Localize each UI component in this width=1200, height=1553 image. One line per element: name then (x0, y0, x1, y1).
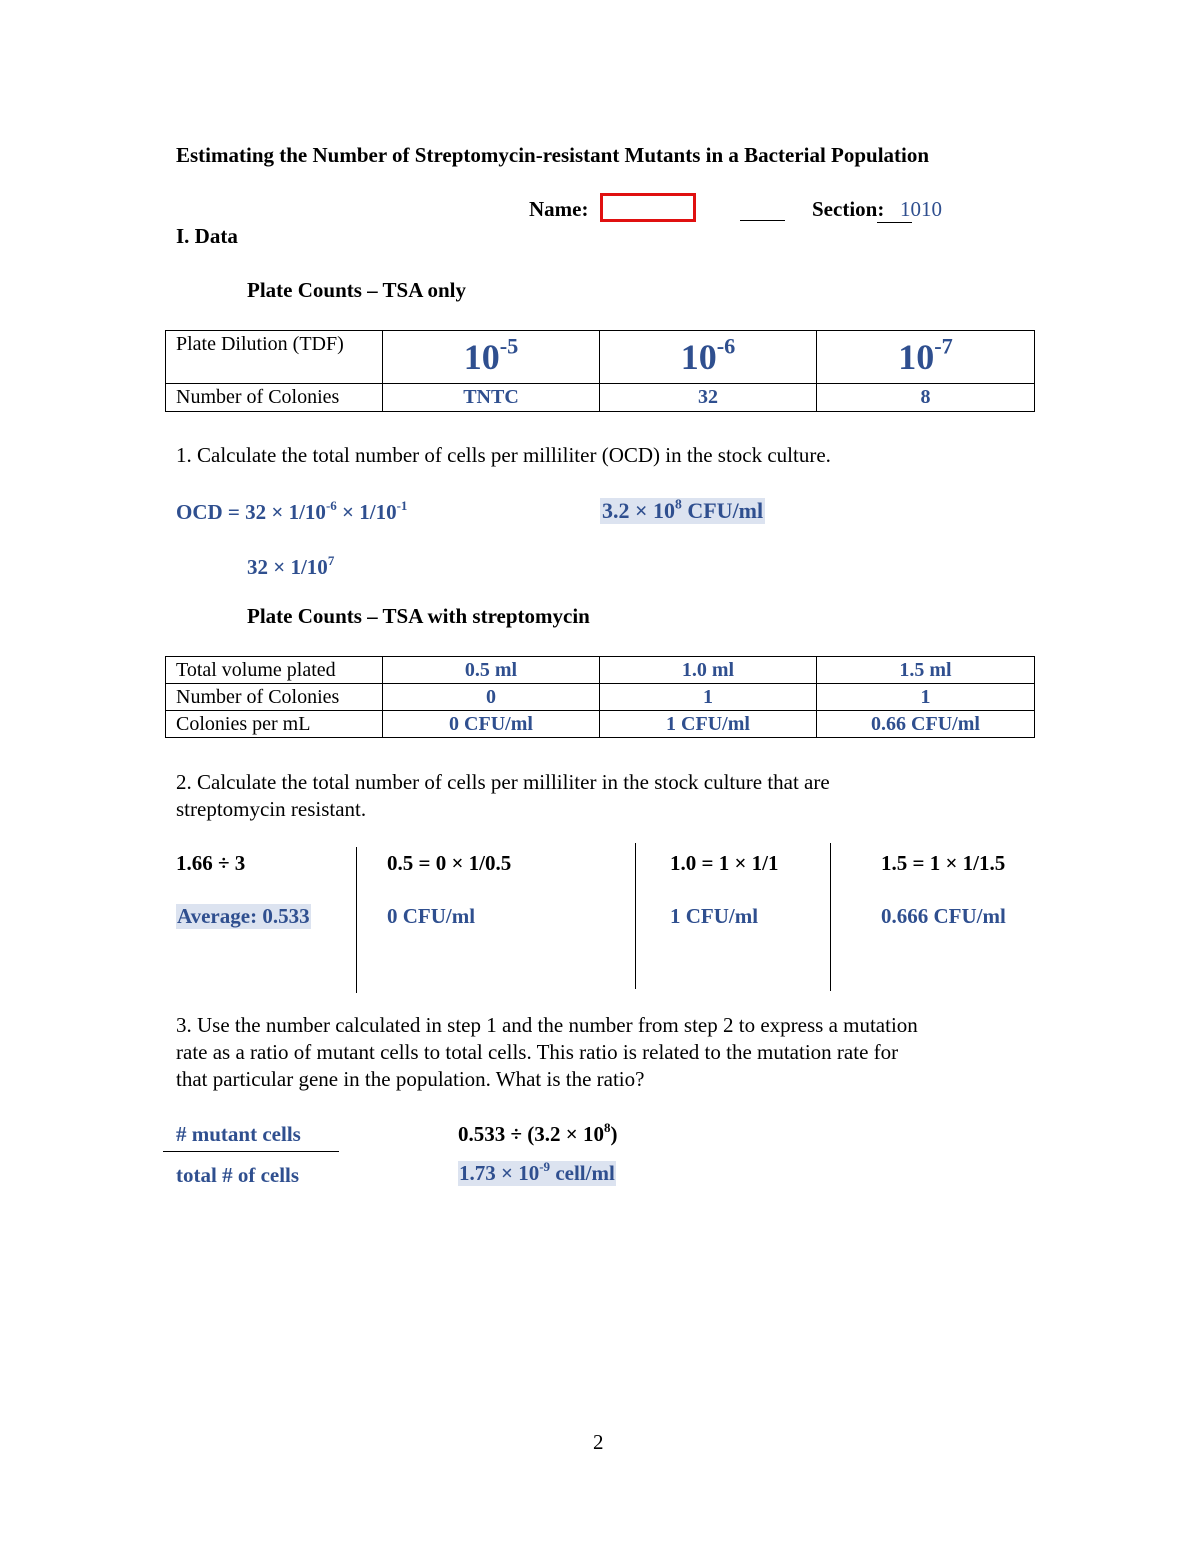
volume-value: 1.5 ml (817, 657, 1035, 684)
tsa-only-heading: Plate Counts – TSA only (247, 278, 466, 302)
ratio-result: $1.73 \times 10^{-9}$ cell/ml (459, 1158, 615, 1185)
ocd-simplified: $32 \times 1/10^7$ (247, 552, 335, 579)
calc-result: 0.666 CFU/ml (881, 904, 1006, 928)
question-2-line-2: streptomycin resistant. (176, 797, 367, 821)
fraction-bar (163, 1151, 339, 1152)
ocd-answer: $3.2 \times 10^8$ CFU/ml (602, 496, 764, 523)
colonies-value: 8 (817, 384, 1035, 412)
volume-value: 0.5 ml (383, 657, 600, 684)
colonies-label: Number of Colonies (166, 384, 383, 412)
tsa-strep-heading: Plate Counts – TSA with streptomycin (247, 604, 590, 628)
tsa-strep-table (165, 656, 1035, 738)
per-ml-value: 0.66 CFU/ml (817, 711, 1035, 738)
per-ml-value: 1 CFU/ml (600, 711, 817, 738)
strep-colonies-row (166, 684, 1035, 711)
per-ml-row (166, 711, 1035, 738)
column-divider (356, 847, 357, 993)
question-1: 1. Calculate the total number of cells per milliliter (OCD) in the stock culture. (176, 443, 831, 467)
colonies-row (166, 384, 1035, 412)
row-label: Colonies per mL (166, 711, 383, 738)
ratio-expression: $0.533 \div (3.2 \times 10^8)$ (458, 1119, 618, 1146)
question-3-line-3: that particular gene in the population. What is the ratio? (176, 1067, 645, 1091)
column-divider (830, 843, 831, 991)
name-label: Name: (529, 197, 589, 221)
section-value: 1010 (900, 197, 942, 221)
calc-result: 1 CFU/ml (670, 904, 759, 928)
dilution-base: 10 (680, 337, 717, 377)
calc-top: 0.5 = 0 × 1/0.5 (387, 851, 512, 875)
calc-top: 1.5 = 1 × 1/1.5 (881, 851, 1006, 875)
dilution-cell (600, 331, 817, 384)
calc-top: 1.0 = 1 × 1/1 (670, 851, 779, 875)
dilution-exponent: -5 (499, 333, 519, 359)
dilution-exponent: -6 (716, 333, 736, 359)
colonies-value: TNTC (383, 384, 600, 412)
dilution-base: 10 (898, 337, 935, 377)
ocd-equation: OCD = $32 \times 1/10^{-6} \times 1/10^{-1}$ (176, 497, 408, 524)
section-label: Section: (812, 197, 885, 221)
dilution-label: Plate Dilution (TDF) (166, 331, 383, 384)
volume-row (166, 657, 1035, 684)
colonies-value: 32 (600, 384, 817, 412)
row-label: Total volume plated (166, 657, 383, 684)
question-3-line-1: 3. Use the number calculated in step 1 and the number from step 2 to express a mutation (176, 1013, 918, 1037)
per-ml-value: 0 CFU/ml (383, 711, 600, 738)
row-label: Number of Colonies (166, 684, 383, 711)
dilution-cell (817, 331, 1035, 384)
question-2-line-1: 2. Calculate the total number of cells per milliliter in the stock culture that are (176, 770, 830, 794)
ratio-denominator: total # of cells (176, 1163, 300, 1187)
calc-top: 1.66 ÷ 3 (176, 851, 246, 875)
volume-value: 1.0 ml (600, 657, 817, 684)
column-divider (635, 843, 636, 989)
page-number: 2 (593, 1430, 604, 1454)
name-redaction-box (600, 193, 696, 222)
colonies-value: 0 (383, 684, 600, 711)
calc-result: 0 CFU/ml (387, 904, 476, 928)
dilution-exponent: -7 (934, 333, 953, 359)
dilution-row (166, 331, 1035, 384)
tsa-only-table (165, 330, 1035, 412)
question-3-line-2: rate as a ratio of mutant cells to total cells. This ratio is related to the mutation rate for (176, 1040, 899, 1064)
average-result: Average: 0.533 (177, 904, 310, 928)
data-heading: I. Data (176, 224, 238, 248)
colonies-value: 1 (817, 684, 1035, 711)
dilution-cell (383, 331, 600, 384)
ratio-numerator: # mutant cells (176, 1122, 301, 1146)
blank-underline (740, 220, 785, 221)
document-title: Estimating the Number of Streptomycin-resistant Mutants in a Bacterial Population (176, 143, 930, 167)
section-underline (877, 222, 912, 223)
colonies-value: 1 (600, 684, 817, 711)
dilution-base: 10 (463, 337, 500, 377)
